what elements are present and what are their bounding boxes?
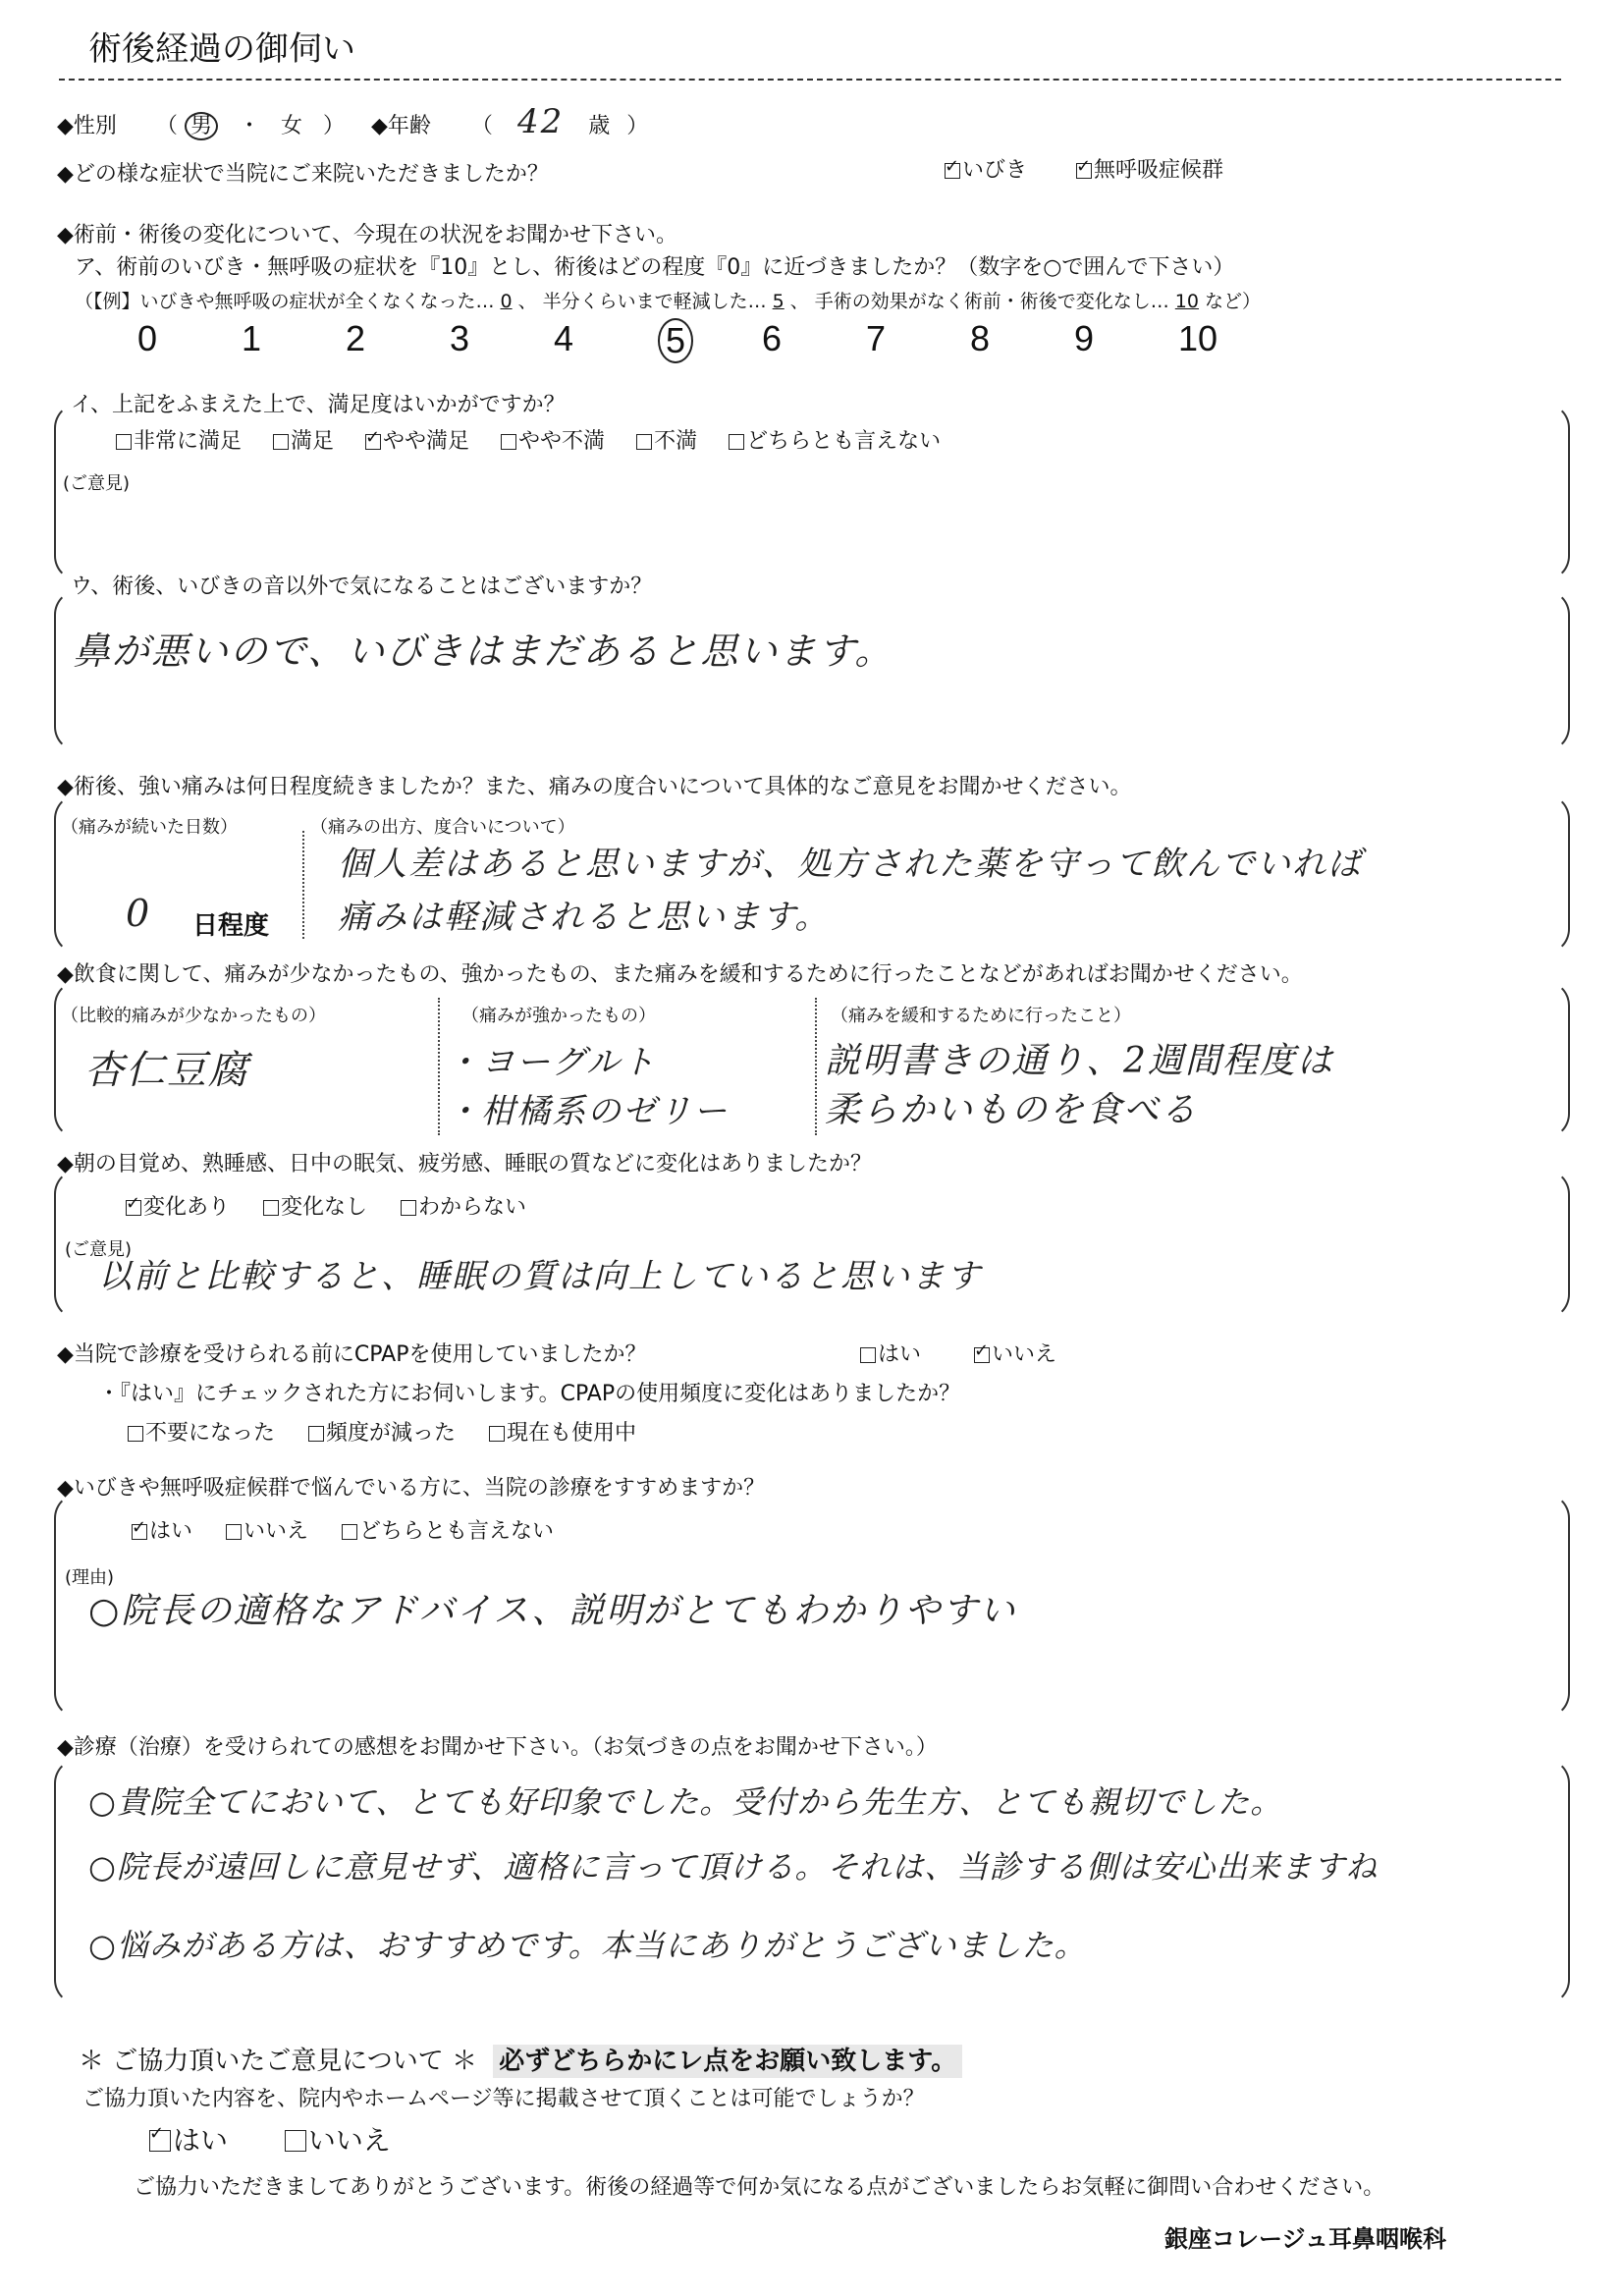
scale-option-3[interactable]: 3 bbox=[450, 318, 470, 358]
gender-close: ） bbox=[322, 114, 345, 138]
consent-no-checkbox[interactable] bbox=[285, 2130, 306, 2152]
example-nochange: 、 手術の効果がなく術前・術後で変化なし… bbox=[789, 291, 1169, 312]
age-value[interactable]: 42 bbox=[516, 102, 565, 141]
cpap-yes-label: はい bbox=[878, 1342, 922, 1367]
recommend-label-2: どちらとも言えない bbox=[359, 1519, 555, 1544]
recommend-checkbox-0[interactable] bbox=[132, 1524, 147, 1540]
cpap-no-label: いいえ bbox=[992, 1342, 1057, 1367]
change-sub-a: ア、術前のいびき・無呼吸の症状を『10』とし、術後はどの程度『0』に近づきましたか？（数字を○で囲んで下さい） bbox=[75, 255, 1235, 280]
cpap-frequency-options bbox=[128, 1416, 670, 1447]
scale-option-1[interactable]: 1 bbox=[242, 318, 262, 358]
other-answer[interactable]: 鼻が悪いので、いびきはまだあると思います。 bbox=[73, 629, 894, 673]
scale-option-6[interactable]: 6 bbox=[762, 318, 783, 358]
satisfaction-checkbox-4[interactable] bbox=[636, 434, 652, 450]
snoring-checkbox[interactable] bbox=[945, 163, 960, 179]
recommend-reason[interactable]: ○院長の適格なアドバイス、説明がとてもわかりやすい bbox=[88, 1591, 1017, 1631]
example-zero: 0 bbox=[500, 291, 513, 312]
scale-option-5[interactable]: 5 bbox=[658, 318, 693, 363]
cpap-no-checkbox[interactable] bbox=[974, 1347, 990, 1363]
cpap-frequency-label-0: 不要になった bbox=[145, 1421, 276, 1446]
pain-degree-line2[interactable]: 痛みは軽減されると思います。 bbox=[338, 898, 831, 937]
recommend-label-1: いいえ bbox=[243, 1519, 309, 1544]
impression-question: ◆診療（治療）を受けられての感想をお聞かせ下さい。（お気づきの点をお聞かせ下さい。） bbox=[57, 1735, 938, 1760]
recommend-label-0: はい bbox=[149, 1519, 193, 1544]
satisfaction-opinion-label: (ご意見) bbox=[63, 473, 131, 494]
sleep-checkbox-2[interactable] bbox=[401, 1200, 416, 1216]
other-question: ウ、術後、いびきの音以外で気になることはございますか？ bbox=[71, 574, 653, 599]
sleep-checkbox-1[interactable] bbox=[263, 1200, 279, 1216]
impression-line-1[interactable]: ○貴院全てにおいて、とても好印象でした。受付から先生方、とても親切でした。 bbox=[88, 1783, 1283, 1821]
consent-heading-b: 必ずどちらかにレ点をお願い致します。 bbox=[493, 2045, 962, 2078]
sleep-question: ◆朝の目覚め、熟睡感、日中の眠気、疲労感、睡眠の質などに変化はありましたか？ bbox=[57, 1152, 873, 1176]
sleep-label-2: わからない bbox=[418, 1195, 527, 1220]
cpap-frequency-checkbox-2[interactable] bbox=[489, 1426, 505, 1442]
recommend-option-2[interactable] bbox=[342, 1519, 554, 1544]
example-none: （【例】いびきや無呼吸の症状が全くなくなった… bbox=[75, 291, 495, 312]
example-end: など） bbox=[1204, 291, 1261, 312]
sleep-option-2[interactable] bbox=[401, 1195, 526, 1220]
recommend-option-1[interactable] bbox=[226, 1519, 308, 1544]
example-ten: 10 bbox=[1174, 291, 1199, 312]
gender-male[interactable]: 男 bbox=[185, 112, 218, 140]
sleep-answer[interactable]: 以前と比較すると、睡眠の質は向上していると思います bbox=[98, 1257, 982, 1296]
satisfaction-label-1: 満足 bbox=[291, 429, 335, 454]
pain-days-unit: 日程度 bbox=[192, 911, 270, 941]
scale-option-4[interactable]: 4 bbox=[554, 318, 574, 358]
scale-option-7[interactable]: 7 bbox=[866, 318, 887, 358]
apnea-label: 無呼吸症候群 bbox=[1094, 158, 1224, 183]
food-less-value[interactable]: 杏仁豆腐 bbox=[84, 1048, 249, 1093]
profile-row bbox=[57, 102, 648, 141]
consent-options bbox=[149, 2119, 391, 2159]
consent-heading bbox=[79, 2041, 962, 2077]
sleep-option-0[interactable] bbox=[126, 1195, 230, 1220]
food-relief-value-1[interactable]: 説明書きの通り、2週間程度は bbox=[825, 1041, 1334, 1081]
scale-option-9[interactable]: 9 bbox=[1074, 318, 1095, 358]
recommend-checkbox-1[interactable] bbox=[226, 1524, 242, 1540]
consent-no-label: いいえ bbox=[307, 2124, 391, 2157]
scale-option-0[interactable]: 0 bbox=[137, 318, 158, 358]
cpap-options bbox=[860, 1338, 1056, 1368]
recommend-question: ◆いびきや無呼吸症候群で悩んでいる方に、当院の診療をすすめますか？ bbox=[57, 1476, 766, 1501]
pain-days-value[interactable]: 0 bbox=[126, 892, 152, 935]
gender-sep: ・ bbox=[238, 114, 260, 138]
satisfaction-checkbox-0[interactable] bbox=[116, 434, 132, 450]
satisfaction-checkbox-1[interactable] bbox=[273, 434, 289, 450]
satisfaction-label-5: どちらとも言えない bbox=[746, 429, 942, 454]
consent-question: ご協力頂いた内容を、院内やホームページ等に掲載させて頂くことは可能でしょうか？ bbox=[82, 2087, 925, 2111]
satisfaction-label-3: やや不満 bbox=[518, 429, 606, 454]
food-strong-label: （痛みが強かったもの） bbox=[461, 1006, 656, 1026]
scale-option-10[interactable]: 10 bbox=[1178, 318, 1218, 358]
apnea-checkbox[interactable] bbox=[1076, 163, 1092, 179]
gender-open: （ bbox=[155, 114, 178, 138]
recommend-checkbox-2[interactable] bbox=[342, 1524, 357, 1540]
sleep-checkbox-0[interactable] bbox=[126, 1200, 141, 1216]
consent-yes-label: はい bbox=[173, 2124, 229, 2157]
recommend-option-0[interactable] bbox=[132, 1519, 192, 1544]
satisfaction-options bbox=[116, 424, 972, 455]
pain-divider bbox=[302, 831, 304, 939]
pain-degree-label: （痛みの出方、度合いについて） bbox=[310, 817, 575, 838]
satisfaction-option-4[interactable] bbox=[636, 429, 697, 454]
age-open: （ bbox=[470, 114, 493, 138]
impression-line-2[interactable]: ○院長が遠回しに意見せず、適格に言って頂ける。それは、当診する側は安心出来ますね bbox=[88, 1848, 1379, 1886]
satisfaction-label-0: 非常に満足 bbox=[134, 429, 243, 454]
satisfaction-label-2: やや満足 bbox=[383, 429, 470, 454]
food-strong-value-1[interactable]: ・ヨーグルト bbox=[446, 1043, 657, 1082]
pain-days-label: （痛みが続いた日数） bbox=[61, 817, 238, 838]
symptom-question: ◆どの様な症状で当院にご来院いただきましたか？ bbox=[57, 162, 549, 187]
food-strong-value-2[interactable]: ・柑橘系のゼリー bbox=[446, 1092, 729, 1131]
change-example bbox=[75, 287, 1261, 313]
consent-heading-a: ＊ ご協力頂いたご意見について ＊ bbox=[79, 2047, 478, 2076]
satisfaction-label-4: 不満 bbox=[654, 429, 698, 454]
cpap-followup: ・『はい』にチェックされた方にお伺いします。CPAPの使用頻度に変化はありましたか？ bbox=[98, 1382, 961, 1406]
sleep-opinion-label: (ご意見) bbox=[65, 1239, 133, 1260]
form-title: 術後経過の御伺い bbox=[88, 29, 355, 69]
gender-label: ◆性別 bbox=[57, 114, 117, 138]
consent-yes-checkbox[interactable] bbox=[149, 2130, 171, 2152]
food-divider-1 bbox=[438, 998, 440, 1135]
cpap-question: ◆当院で診療を受けられる前にCPAPを使用していましたか？ bbox=[57, 1342, 647, 1367]
recommend-reason-label: (理由) bbox=[65, 1567, 115, 1588]
scale-option-2[interactable]: 2 bbox=[346, 318, 366, 358]
sleep-option-1[interactable] bbox=[263, 1195, 367, 1220]
cpap-frequency-option-2[interactable] bbox=[489, 1421, 636, 1446]
cpap-frequency-checkbox-1[interactable] bbox=[308, 1426, 324, 1442]
satisfaction-question: イ、上記をふまえた上で、満足度はいかがですか？ bbox=[71, 393, 566, 417]
cpap-frequency-option-1[interactable] bbox=[308, 1421, 456, 1446]
example-five: 5 bbox=[772, 291, 784, 312]
sleep-label-0: 変化あり bbox=[143, 1195, 231, 1220]
food-divider-2 bbox=[815, 998, 817, 1135]
satisfaction-option-3[interactable] bbox=[501, 429, 605, 454]
clinic-name: 銀座コレージュ耳鼻咽喉科 bbox=[1164, 2225, 1447, 2253]
sleep-options bbox=[126, 1190, 560, 1221]
cpap-frequency-label-2: 現在も使用中 bbox=[507, 1421, 637, 1446]
pain-question: ◆術後、強い痛みは何日程度続きましたか？また、痛みの度合いについて具体的なご意見をお聞かせください。 bbox=[57, 775, 1132, 799]
footer-thanks: ご協力いただきましてありがとうございます。術後の経過等で何か気になる点がございましたらお気軽に御問い合わせください。 bbox=[134, 2175, 1385, 2200]
satisfaction-checkbox-3[interactable] bbox=[501, 434, 516, 450]
satisfaction-option-0[interactable] bbox=[116, 429, 242, 454]
satisfaction-option-2[interactable] bbox=[365, 429, 469, 454]
satisfaction-checkbox-5[interactable] bbox=[729, 434, 744, 450]
impression-line-3[interactable]: ○悩みがある方は、おすすめです。本当にありがとうございました。 bbox=[88, 1927, 1087, 1964]
title-underline bbox=[59, 79, 1561, 81]
cpap-frequency-checkbox-0[interactable] bbox=[128, 1426, 143, 1442]
age-unit: 歳 bbox=[588, 114, 611, 138]
food-relief-value-2[interactable]: 柔らかいものを食べる bbox=[825, 1090, 1199, 1130]
cpap-frequency-label-1: 頻度が減った bbox=[326, 1421, 457, 1446]
cpap-yes-checkbox[interactable] bbox=[860, 1347, 876, 1363]
symptom-options bbox=[945, 153, 1223, 184]
snoring-label: いびき bbox=[962, 158, 1028, 183]
gender-female[interactable]: 女 bbox=[280, 114, 302, 138]
pain-degree-line1[interactable]: 個人差はあると思いますが、処方された薬を守って飲んでいれば bbox=[338, 845, 1363, 884]
sleep-label-1: 変化なし bbox=[281, 1195, 368, 1220]
recommend-options bbox=[132, 1514, 587, 1545]
age-close: ） bbox=[626, 114, 649, 138]
example-half: 、 半分くらいまで軽減した… bbox=[517, 291, 767, 312]
age-label: ◆年齢 bbox=[371, 114, 431, 138]
satisfaction-option-5[interactable] bbox=[729, 429, 941, 454]
cpap-frequency-option-0[interactable] bbox=[128, 1421, 275, 1446]
food-relief-label: （痛みを緩和するために行ったこと） bbox=[831, 1006, 1131, 1026]
satisfaction-option-1[interactable] bbox=[273, 429, 334, 454]
food-question: ◆飲食に関して、痛みが少なかったもの、強かったもの、また痛みを緩和するために行ったことなどがあればお聞かせください。 bbox=[57, 962, 1303, 987]
scale-option-8[interactable]: 8 bbox=[970, 318, 991, 358]
satisfaction-checkbox-2[interactable] bbox=[365, 434, 381, 450]
change-heading: ◆術前・術後の変化について、今現在の状況をお聞かせ下さい。 bbox=[57, 223, 678, 247]
food-less-label: （比較的痛みが少なかったもの） bbox=[61, 1006, 326, 1026]
